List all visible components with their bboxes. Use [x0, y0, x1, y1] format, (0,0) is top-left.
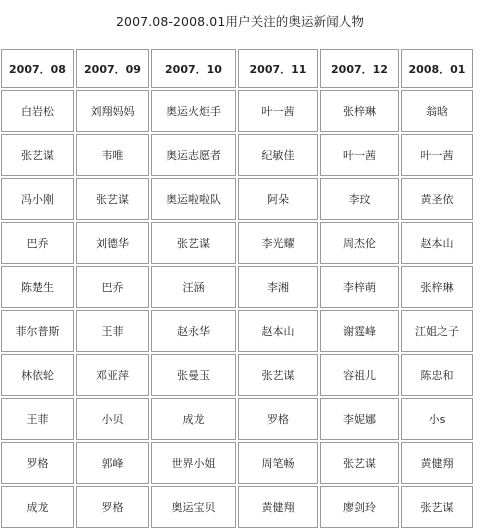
- table-cell: 张艺谋: [1, 134, 74, 176]
- column-header: 2007．08: [1, 49, 74, 88]
- table-cell: 罗格: [238, 398, 318, 440]
- table-cell: 叶一茜: [320, 134, 399, 176]
- table-cell: 韦唯: [76, 134, 149, 176]
- table-cell: 邓亚萍: [76, 354, 149, 396]
- table-cell: 罗格: [76, 486, 149, 528]
- table-cell: 黄健翔: [401, 442, 473, 484]
- table-cell: 张艺谋: [151, 222, 236, 264]
- table-cell: 林依轮: [1, 354, 74, 396]
- table-cell: 黄圣依: [401, 178, 473, 220]
- table-cell: 张梓琳: [401, 266, 473, 308]
- table-cell: 郭峰: [76, 442, 149, 484]
- table-cell: 李光耀: [238, 222, 318, 264]
- table-cell: 巴乔: [76, 266, 149, 308]
- table-cell: 廖剑玲: [320, 486, 399, 528]
- table-cell: 张艺谋: [238, 354, 318, 396]
- page-title: 2007.08-2008.01用户关注的奥运新闻人物: [116, 14, 364, 29]
- table-cell: 世界小姐: [151, 442, 236, 484]
- table-cell: 张艺谋: [320, 442, 399, 484]
- table-cell: 奥运啦啦队: [151, 178, 236, 220]
- table-cell: 阿朵: [238, 178, 318, 220]
- table-cell: 赵本山: [238, 310, 318, 352]
- table-row: [1, 90, 473, 132]
- table-cell: 小s: [401, 398, 473, 440]
- table-cell: 翁晗: [401, 90, 473, 132]
- column-header: 2007．11: [238, 49, 318, 88]
- table-cell: 江姐之子: [401, 310, 473, 352]
- table-row: [1, 222, 473, 264]
- table-cell: 刘德华: [76, 222, 149, 264]
- table-cell: 陈楚生: [1, 266, 74, 308]
- table-cell: 成龙: [1, 486, 74, 528]
- table-cell: 刘翔妈妈: [76, 90, 149, 132]
- table-cell: 张曼玉: [151, 354, 236, 396]
- table-cell: 李湘: [238, 266, 318, 308]
- table-cell: 谢霆峰: [320, 310, 399, 352]
- table-cell: 王菲: [76, 310, 149, 352]
- column-header: 2007．12: [320, 49, 399, 88]
- table-cell: 巴乔: [1, 222, 74, 264]
- table-cell: 黄健翔: [238, 486, 318, 528]
- table-cell: 成龙: [151, 398, 236, 440]
- table-cell: 奥运志愿者: [151, 134, 236, 176]
- table-cell: 周杰伦: [320, 222, 399, 264]
- table-row: [1, 266, 473, 308]
- table-cell: 张艺谋: [76, 178, 149, 220]
- table-cell: 小贝: [76, 398, 149, 440]
- column-header: 2007．09: [76, 49, 149, 88]
- table-cell: 周笔畅: [238, 442, 318, 484]
- table-cell: 罗格: [1, 442, 74, 484]
- table-cell: 李妮娜: [320, 398, 399, 440]
- table-row: [1, 134, 473, 176]
- table-cell: 李梓萌: [320, 266, 399, 308]
- table-cell: 张艺谋: [401, 486, 473, 528]
- table-cell: 王菲: [1, 398, 74, 440]
- table-row: [1, 486, 473, 528]
- table-row: [1, 310, 473, 352]
- table-cell: 叶一茜: [238, 90, 318, 132]
- table-row: [1, 178, 473, 220]
- table-cell: 菲尔普斯: [1, 310, 74, 352]
- table-cell: 容祖儿: [320, 354, 399, 396]
- column-header: 2007．10: [151, 49, 236, 88]
- table-cell: 赵永华: [151, 310, 236, 352]
- table-cell: 汪涵: [151, 266, 236, 308]
- table-row: [1, 354, 473, 396]
- table-row: [1, 442, 473, 484]
- table-cell: 白岩松: [1, 90, 74, 132]
- column-header: 2008．01: [401, 49, 473, 88]
- table-cell: 奥运宝贝: [151, 486, 236, 528]
- header-row: [1, 49, 473, 88]
- table-cell: 叶一茜: [401, 134, 473, 176]
- news-people-table: [0, 47, 475, 530]
- table-row: [1, 398, 473, 440]
- table-cell: 纪敏佳: [238, 134, 318, 176]
- table-cell: 冯小刚: [1, 178, 74, 220]
- table-cell: 陈忠和: [401, 354, 473, 396]
- table-cell: 奥运火炬手: [151, 90, 236, 132]
- table-cell: 张梓琳: [320, 90, 399, 132]
- table-cell: 李玟: [320, 178, 399, 220]
- table-cell: 赵本山: [401, 222, 473, 264]
